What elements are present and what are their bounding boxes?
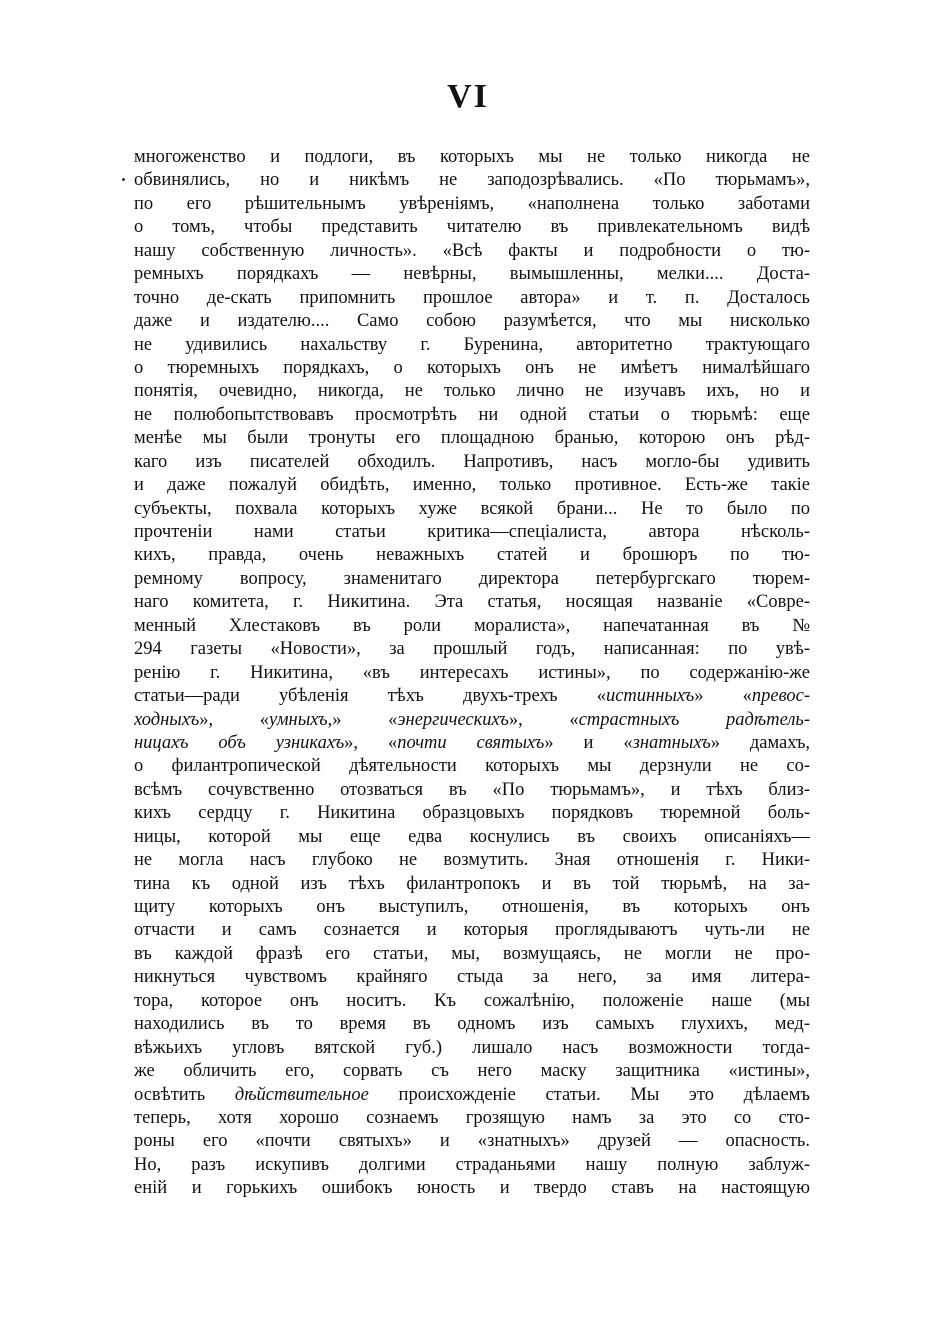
italic-text: истинныхъ — [605, 686, 695, 707]
text-line — [134, 1013, 810, 1036]
italic-text: ницахъ объ узникахъ — [134, 732, 345, 753]
text-run: наго комитета, г. Никитина. Эта статья, носящая названіе «Совре- — [134, 592, 810, 613]
italic-text: дѣйствительное — [234, 1084, 369, 1105]
text-run: даже и издателю.... Само собою разумѣется, что мы нисколько — [134, 311, 810, 332]
text-line — [134, 779, 810, 802]
text-line — [134, 896, 810, 919]
text-line — [134, 240, 810, 263]
text-line — [134, 755, 810, 778]
text-line — [134, 732, 810, 755]
text-run: вѣжьихъ угловъ вятской губ.) лишало насъ возможности тогда- — [134, 1037, 810, 1058]
text-run: », « — [344, 732, 398, 753]
text-line — [134, 357, 810, 380]
text-line — [134, 1084, 810, 1107]
text-run: освѣтить — [134, 1084, 235, 1105]
text-line — [134, 521, 810, 544]
text-run: » и « — [544, 732, 633, 753]
text-run: 294 газеты «Новости», за прошлый годъ, написанная: по увѣ- — [134, 639, 810, 660]
text-line — [134, 498, 810, 521]
text-run: о филантропической дѣятельности которыхъ мы дерзнули не со- — [134, 756, 810, 777]
text-run: еній и горькихъ ошибокъ юность и твердо ставъ на настоящую — [134, 1178, 810, 1199]
italic-text: знатныхъ — [632, 732, 711, 753]
text-line — [134, 849, 810, 872]
text-run: не удивились нахальству г. Буренина, авторитетно трактующаго — [134, 334, 810, 355]
text-run: статьи—ради убѣленія тѣхъ двухъ-трехъ « — [134, 686, 606, 707]
page-number: VI — [447, 78, 489, 115]
text-line — [134, 193, 810, 216]
text-run: въ каждой фразѣ его статьи, мы, возмущаясь, не могли не про- — [134, 943, 810, 964]
text-run: кихъ, правда, очень неважныхъ статей и брошюръ по тю- — [134, 545, 810, 566]
text-line — [134, 990, 810, 1013]
text-run: многоженство и подлоги, въ которыхъ мы не только никогда не — [134, 147, 810, 167]
text-run: роны его «почти святыхъ» и «знатныхъ» друзей — опасность. — [134, 1131, 810, 1152]
text-line — [134, 427, 810, 450]
italic-text: страстныхъ радѣтель- — [578, 709, 810, 730]
text-line — [134, 662, 810, 685]
text-run: не полюбопытствовавъ просмотрѣть ни одной статьи о тюрьмѣ: еще — [134, 404, 810, 425]
text-line — [134, 1060, 810, 1083]
text-run: прочтеніи нами статьи критика—спеціалиста, автора нѣсколь- — [134, 522, 810, 542]
text-line — [134, 451, 810, 474]
text-line — [134, 873, 810, 896]
text-run: о томъ, чтобы представить читателю въ привлекательномъ видѣ — [134, 217, 810, 238]
text-line — [134, 685, 810, 708]
text-line — [134, 404, 810, 427]
text-run: понятія, очевидно, никогда, не только лично не изучавъ ихъ, но и — [134, 381, 810, 402]
text-line — [134, 169, 810, 192]
text-run: ремныхъ порядкахъ — невѣрны, вымышленны, мелки.... Доста- — [134, 264, 810, 285]
margin-mark — [122, 178, 125, 181]
text-run: всѣмъ сочувственно отозваться въ «По тюрьмамъ», и тѣхъ близ- — [134, 779, 810, 800]
text-line — [134, 709, 810, 732]
text-run: ,» « — [327, 709, 398, 730]
text-run: », « — [199, 709, 269, 730]
text-run: обвинялись, но и никѣмъ не заподозрѣвались. «По тюрьмамъ», — [134, 170, 810, 191]
text-line — [134, 966, 810, 989]
text-line — [134, 1037, 810, 1060]
text-run: же обличить его, сорвать съ него маску защитника «истины», — [134, 1061, 810, 1082]
text-line — [134, 474, 810, 497]
text-run: теперь, хотя хорошо сознаемъ грозящую намъ за это со сто- — [134, 1107, 810, 1128]
text-run: по его рѣшительнымъ увѣреніямъ, «наполнена только заботами — [134, 193, 810, 214]
italic-text: энергическихъ — [397, 709, 509, 730]
text-run: происхожденіе статьи. Мы это дѣлаемъ — [368, 1084, 810, 1105]
text-run: никнуться чувствомъ крайняго стыда за него, за имя литера- — [134, 967, 810, 988]
italic-text: ходныхъ — [134, 709, 200, 730]
text-line — [134, 919, 810, 942]
text-run: о тюремныхъ порядкахъ, о которыхъ онъ не имѣетъ нималѣйшаго — [134, 357, 810, 378]
text-run: субъекты, похвала которыхъ хуже всякой брани... Не то было по — [134, 498, 810, 519]
text-line — [134, 287, 810, 310]
text-run: щиту которыхъ онъ выступилъ, отношенія, въ которыхъ онъ — [134, 897, 810, 917]
text-line — [134, 568, 810, 591]
text-line — [134, 263, 810, 286]
text-run: » дамахъ, — [710, 732, 810, 753]
text-run: нашу собственную личность». «Всѣ факты и подробности о тю- — [134, 240, 810, 261]
text-line — [134, 544, 810, 567]
text-run: и даже пожалуй обидѣть, именно, только противное. Есть-же такіе — [134, 475, 810, 496]
text-line — [134, 1130, 810, 1153]
text-run: Но, разъ искупивъ долгими страданьями нашу полную заблуж- — [134, 1154, 810, 1175]
body-paragraph — [134, 146, 810, 1201]
text-run: находились въ то время въ одномъ изъ самыхъ глухихъ, мед- — [134, 1014, 810, 1035]
italic-text: умныхъ — [268, 709, 328, 730]
text-line — [134, 310, 810, 333]
text-run: ницы, которой мы еще едва коснулись въ своихъ описаніяхъ— — [134, 826, 810, 847]
text-run: отчасти и самъ сознается и которыя проглядываютъ чуть-ли не — [134, 920, 810, 941]
text-run: ремному вопросу, знаменитаго директора петербургскаго тюрем- — [134, 568, 810, 589]
text-run: тина къ одной изъ тѣхъ филантропокъ и въ той тюрьмѣ, на за- — [134, 873, 810, 894]
text-line — [134, 380, 810, 403]
text-line — [134, 1107, 810, 1130]
text-line — [134, 943, 810, 966]
text-run: » « — [694, 686, 752, 707]
text-line — [134, 591, 810, 614]
text-line — [134, 1177, 810, 1200]
text-line — [134, 638, 810, 661]
italic-text: почти святыхъ — [397, 732, 545, 753]
text-line — [134, 146, 810, 169]
text-run: менѣе мы были тронуты его площадною бранью, которою онъ рѣд- — [134, 428, 810, 449]
text-line — [134, 1154, 810, 1177]
text-line — [134, 826, 810, 849]
text-line — [134, 802, 810, 825]
text-line — [134, 216, 810, 239]
text-run: ренію г. Никитина, «въ интересахъ истины», по содержанію-же — [134, 662, 810, 683]
italic-text: превос- — [751, 686, 810, 707]
text-run: тора, которое онъ носитъ. Къ сожалѣнію, положеніе наше (мы — [134, 990, 810, 1011]
text-run: менный Хлестаковъ въ роли моралиста», напечатанная въ № — [134, 615, 810, 636]
text-run: », « — [508, 709, 579, 730]
text-line — [134, 615, 810, 638]
text-run: кихъ сердцу г. Никитина образцовыхъ порядковъ тюремной боль- — [134, 803, 810, 824]
text-run: точно де-скать припомнить прошлое автора» и т. п. Досталось — [134, 287, 810, 308]
text-run: каго изъ писателей обходилъ. Напротивъ, насъ могло-бы удивить — [134, 451, 810, 472]
text-run: не могла насъ глубоко не возмутить. Зная отношенія г. Ники- — [134, 850, 810, 871]
text-line — [134, 334, 810, 357]
